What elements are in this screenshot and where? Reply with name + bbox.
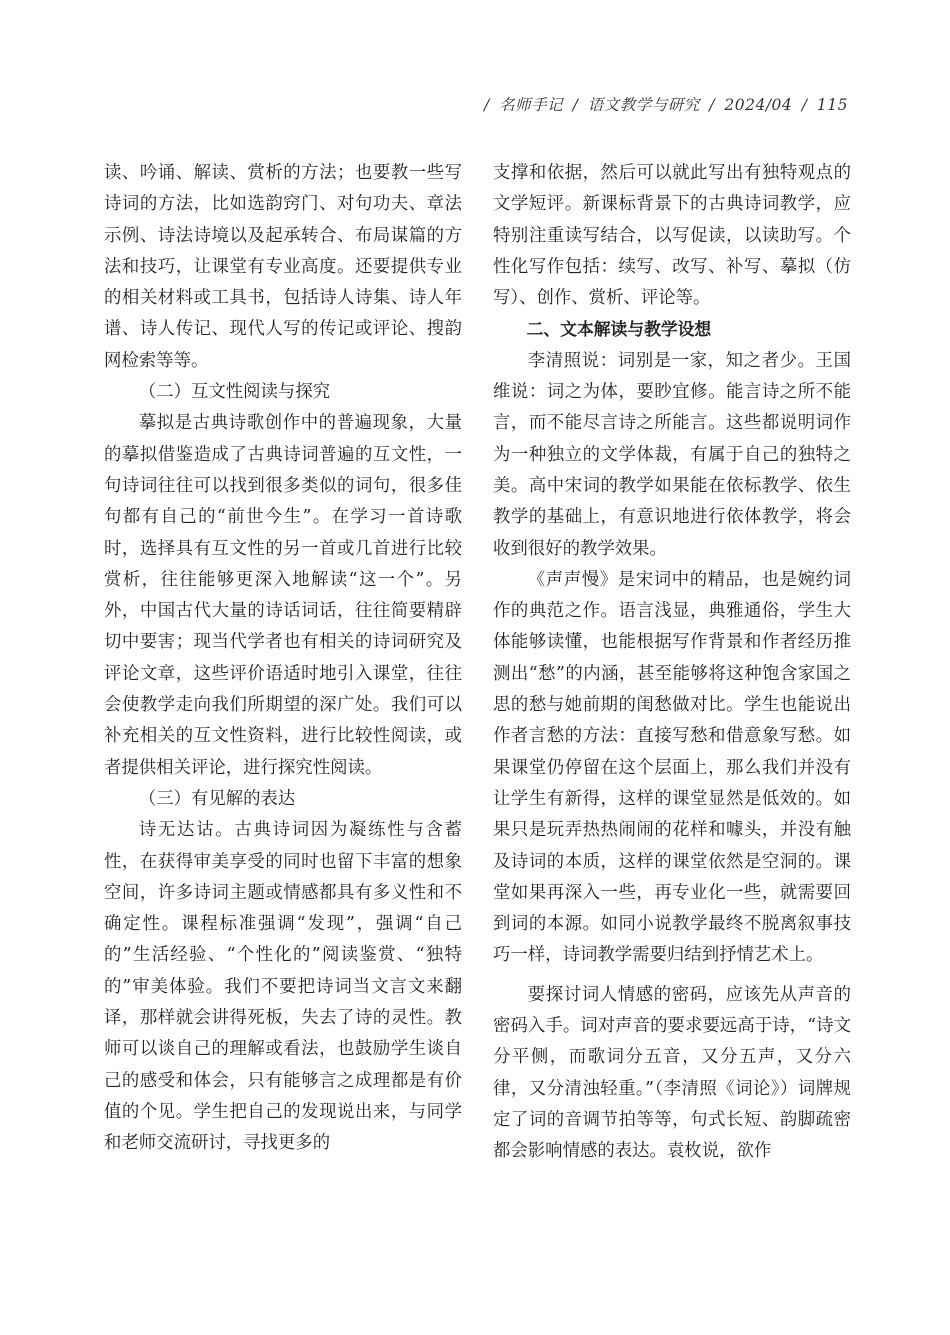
header-slash: /: [572, 96, 579, 114]
subsection-heading: （三）有见解的表达: [138, 788, 296, 809]
header-slash: /: [801, 96, 808, 114]
paragraph: 摹拟是古典诗歌创作中的普遍现象，大量的摹拟借鉴造成了古典诗词普遍的互文性，一句诗词往往可以找到很多类似的词句，很多佳句都有自己的“前世今生”。在学习一首诗歌时，选择具有互文性的另一首或几首进行比较赏析，往往能够更深入地解读“这一个”。另外，中国古代大量的诗话词话，往往简要精辟切中要害；现当代学者也有相关的诗词研究及评论文章，这些评价语适时地引入课堂，往往会使教学走向我们所期望的深广处。我们可以补充相关的互文性资料，进行比较性阅读，或者提供相关评论，进行探究性阅读。: [104, 413, 462, 778]
paragraph: 《声声慢》是宋词中的精品，也是婉约词作的典范之作。语言浅显，典雅通俗，学生大体能够读懂，也能根据写作背景和作者经历推测出“愁”的内涵，甚至能够将这种饱含家国之思的愁与她前期的闺愁做对比。学生也能说出作者言愁的方法：直接写愁和借意象写愁。如果课堂仍停留在这个层面上，那么我们并没有让学生有新得，这样的课堂显然是低效的。如果只是玩弄热热闹闹的花样和噱头，并没有触及诗词的本质，这样的课堂依然是空洞的。课堂如果再深入一些，再专业化一些，就需要回到词的本源。如同小说教学最终不脱离叙事技巧一样，诗词教学需要归结到抒情艺术上。: [493, 569, 851, 966]
paragraph: 要探讨词人情感的密码，应该先从声音的密码入手。词对声音的要求要远高于诗，“诗文分平侧，而歌词分五音，又分五声，又分六律，又分清浊轻重。”（李清照《词论》）词牌规定了词的音调节拍等等，句式长短、韵脚疏密都会影响情感的表达。袁枚说，欲作: [493, 984, 851, 1162]
header-journal: 语文教学与研究: [587, 96, 700, 114]
paragraph: 支撑和依据，然后可以就此写出有独特观点的文学短评。新课标背景下的古典诗词教学，应特别注重读写结合，以写促读，以读助写。个性化写作包括：续写、改写、补写、摹拟（仿写）、创作、赏析、评论等。: [493, 163, 851, 309]
header-slash: /: [709, 96, 715, 114]
header-issue: 2024/04: [724, 96, 793, 114]
paragraph: 读、吟诵、解读、赏析的方法；也要教一些写诗词的方法，比如选韵窍门、对句功夫、章法示例、诗法诗境以及起承转合、布局谋篇的方法和技巧，让课堂有专业高度。还要提供专业的相关材料或工具书，包括诗人诗集、诗人年谱、诗人传记、现代人写的传记或评论、搜韵网检索等等。: [104, 163, 462, 371]
running-header: [482, 93, 850, 115]
header-section: 名师手记: [499, 96, 564, 114]
section-heading: 二、文本解读与教学设想: [526, 319, 712, 340]
header-page-number: 115: [816, 96, 848, 114]
right-column: [493, 158, 851, 1168]
subsection-heading: （二）互文性阅读与探究: [138, 382, 331, 403]
header-slash: /: [483, 96, 490, 114]
paragraph: 诗无达诂。古典诗词因为凝练性与含蓄性，在获得审美享受的同时也留下丰富的想象空间，许多诗词主题或情感都具有多义性和不确定性。课程标准强调“发现”，强调“自己的”生活经验、“个性化的”阅读鉴赏、“独特的”审美体验。我们不要把诗词当文言文来翻译，那样就会讲得死板，失去了诗的灵性。教师可以谈自己的理解或看法，也鼓励学生谈自己的感受和体会，只有能够言之成理都是有价值的个见。学生把自己的发现说出来，与同学和老师交流研讨，寻找更多的: [104, 820, 462, 1154]
paragraph: 李清照说：词别是一家，知之者少。王国维说：词之为体，要眇宜修。能言诗之所不能言，而不能尽言诗之所能言。这些都说明词作为一种独立的文学体裁，有属于自己的独特之美。高中宋词的教学如果能在依标教学、依生教学的基础上，有意识地进行依体教学，将会收到很好的教学效果。: [493, 350, 851, 559]
left-column: [104, 158, 462, 1160]
